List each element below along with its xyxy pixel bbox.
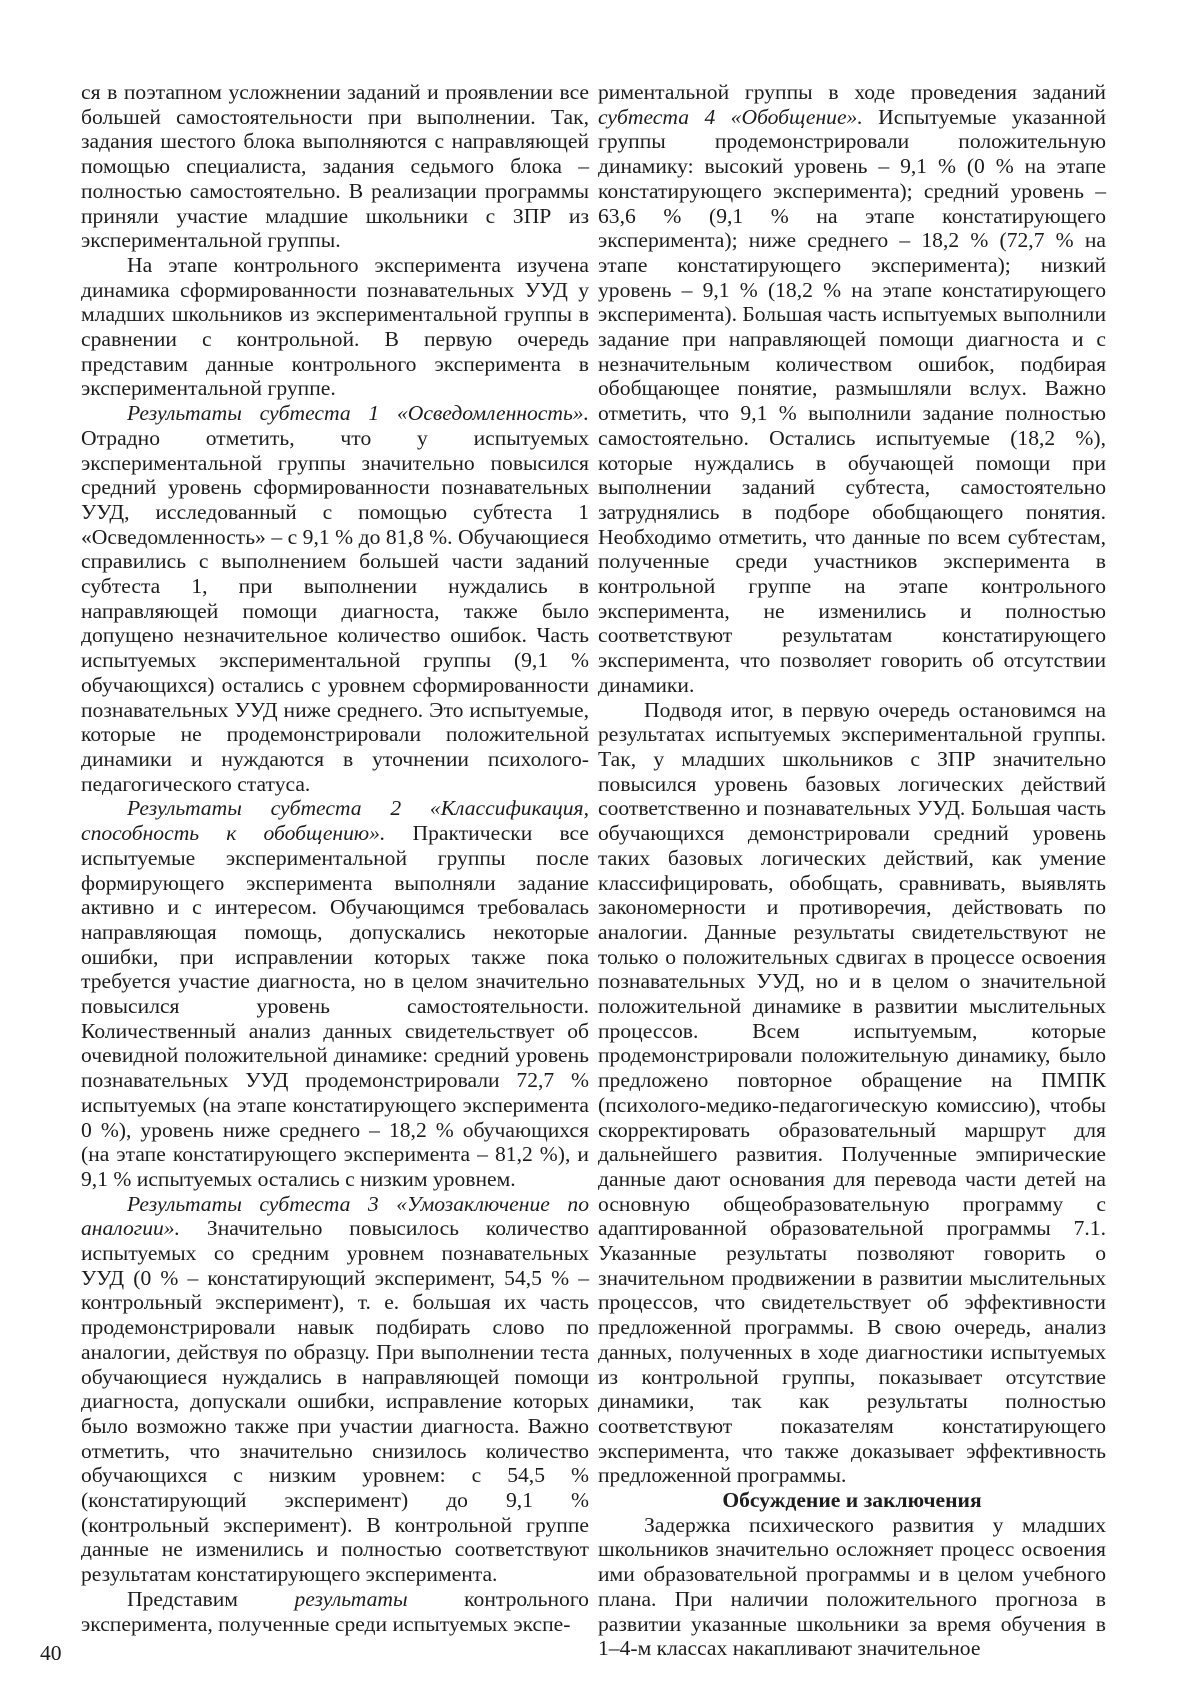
left-column — [81, 80, 589, 1636]
section-heading: Обсуждение и заключения — [722, 1488, 982, 1513]
results-emphasis: результаты — [294, 1586, 408, 1611]
page-number: 40 — [40, 1641, 62, 1665]
subtest-3-title: Результаты субтеста 3 «Умозаключение по аналогии». — [81, 1191, 589, 1241]
paragraph-subtest-3 — [81, 1192, 589, 1587]
paragraph-continuation: ся в поэтапном усложнении заданий и проявлении все большей самостоятельности при выполнении. Так, задания шестого блока выполняются с направляющей помощью специалиста, задания седьмого блока – полностью самостоятельно. В реализации программы приняли участие младшие школьники с ЗПР из экспериментальной группы. — [81, 80, 589, 253]
paragraph-summary: Подводя итог, в первую очередь остановимся на результатах испытуемых экспериментальной группы. Так, у младших школьников с ЗПР значительно повысился уровень базовых логических действий соответственно и познавательных УУД. Большая часть обучающихся демонстрировали средний уровень таких базовых логических действий, как умение классифицировать, обобщать, сравнивать, выявлять закономерности и противоречия, действовать по аналогии. Данные результаты свидетельствуют не только о положительных сдвигах в процессе освоения познавательных УУД, но и в целом о значительной положительной динамике в развитии мыслительных процессов. Всем испытуемым, которые продемонстрировали положительную динамику, было предложено повторное обращение на ПМПК (психолого-медико-педагогическую комиссию), чтобы скорректировать образовательный маршрут для дальнейшего развития. Полученные эмпирические данные дают основания для перевода части детей на основную общеобразовательную программу с адаптированной образовательной программы 7.1. Указанные результаты позволяют говорить о значительном продвижении в развитии мыслительных процессов, что свидетельствует об эффективности предложенной программы. В свою очередь, анализ данных, полученных в ходе диагностики испытуемых из контрольной группы, показывает отсутствие динамики, так как результаты полностью соответствуют показателям констатирующего эксперимента, что также доказывает эффективность предложенной программы. — [598, 697, 1106, 1488]
right-column — [598, 80, 1106, 1661]
subtest-2-title: Результаты субтеста 2 «Классификация, способность к обобщению». — [81, 796, 589, 846]
subtest-1-title: Результаты субтеста 1 «Осведомленность». — [127, 401, 589, 426]
paragraph-subtest-1 — [81, 401, 589, 796]
subtest-1-text: Отрадно отметить, что у испытуемых экспериментальной группы значительно повысился средний уровень сформированности познавательных УУД, исследованный с помощью субтеста 1 «Осведомленность» – с 9,1 % до 81,8 %. Обучающиеся справились с выполнением большей части заданий субтеста 1, при выполнении нуждались в направляющей помощи диагноста, также было допущено незначительное количество ошибок. Часть испытуемых экспериментальной группы (9,1 % обучающихся) остались с уровнем сформированности познавательных УУД ниже среднего. Это испытуемые, которые не продемонстрировали положительной динамики и нуждаются в уточнении психолого-педагогического статуса. — [81, 425, 589, 796]
subtest-4-title: субтеста 4 «Обобщение». — [598, 104, 863, 129]
subtest-2-text: Практически все испытуемые экспериментальной группы после формирующего эксперимента выполняли задание активно и с интересом. Обучающимся требовалась направляющая помощь, допускались некоторые ошибки, при исправлении которых также пока требуется участие диагноста, но в целом значительно повысился уровень самостоятельности. Количественный анализ данных свидетельствует об очевидной положительной динамике: средний уровень познавательных УУД продемонстрировали 72,7 % испытуемых (на этапе констатирующего эксперимента 0 %), уровень ниже среднего – 18,2 % обучающихся (на этапе констатирующего эксперимента – 81,2 %), и 9,1 % испытуемых остались с низким уровнем. — [81, 821, 589, 1191]
paragraph-subtest-2 — [81, 796, 589, 1191]
subtest-3-text: Значительно повысилось количество испытуемых со средним уровнем познавательных УУД (0 % – констатирующий эксперимент, 54,5 % – контрольный эксперимент), т. е. большая их часть продемонстрировали навык подбирать слово по аналогии, действуя по образцу. При выполнении теста обучающиеся нуждались в направляющей помощи диагноста, допускали ошибки, исправление которых было возможно также при участии диагноста. Важно отметить, что значительно снизилось количество обучающихся с низким уровнем: с 54,5 % (констатирующий эксперимент) до 9,1 % (контрольный эксперимент). В контрольной группе данные не изменились и полностью соответствуют результатам констатирующего эксперимента. — [81, 1216, 589, 1587]
paragraph-discussion: Задержка психического развития у младших школьников значительно осложняет процесс освоения ими образовательной программы и в целом учебного плана. При наличии положительного прогноза в развитии указанные школьники за время обучения в 1–4-м классах накапливают значительное — [598, 1512, 1106, 1661]
paragraph-control-experiment: На этапе контрольного эксперимента изучена динамика сформированности познавательных УУД у младших школьников из экспериментальной группы в сравнении с контрольной. В первую очередь представим данные контрольного эксперимента в экспериментальной группе. — [81, 252, 589, 401]
paragraph-subtest-4: риментальной группы в ходе проведения заданий субтеста 4 «Обобщение». Испытуемые указанной группы продемонстрировали положительную динамику: высокий уровень – 9,1 % (0 % на этапе констатирующего эксперимента); средний уровень – 63,6 % (9,1 % на этапе констатирующего эксперимента); ниже среднего – 18,2 % (72,7 % на этапе констатирующего эксперимента); низкий уровень – 9,1 % (18,2 % на этапе констатирующего эксперимента). Большая часть испытуемых выполнили задание при направляющей помощи диагноста и с незначительным количеством ошибок, подбирая обобщающее понятие, размышляли вслух. Важно отметить, что 9,1 % выполнили задание полностью самостоятельно. Остались испытуемые (18,2 %), которые нуждались в обучающей помощи при выполнении заданий субтеста, самостоятельно затруднялись в подборе обобщающего понятия. Необходимо отметить, что данные по всем субтестам, полученные среди участников эксперимента в контрольной группе на этапе контрольного эксперимента, не изменились и полностью соответствуют результатам констатирующего эксперимента, что позволяет говорить об отсутствии динамики. — [598, 80, 1106, 697]
paragraph-results-intro: Представим результаты контрольного эксперимента, полученные среди испытуемых экспе- — [81, 1586, 589, 1636]
